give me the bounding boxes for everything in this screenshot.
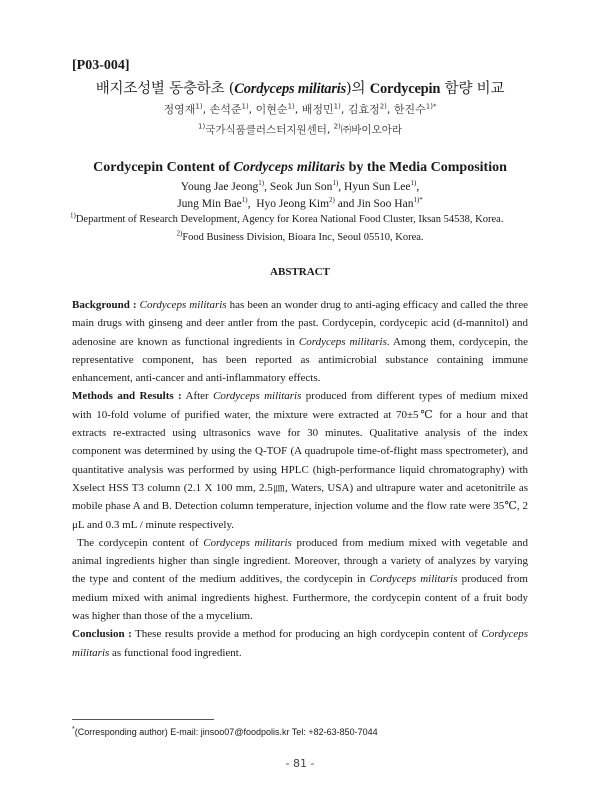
footnote: [72, 727, 378, 737]
author-sup: 1): [410, 179, 417, 188]
korean-title-pre: 배지조성별 동충하초 (: [95, 81, 235, 97]
korean-author: 이현순: [255, 103, 288, 116]
author-sup: 1): [287, 102, 295, 111]
poster-code: [P03-004]: [72, 58, 130, 73]
author-sup: 1): [241, 102, 249, 111]
english-affiliation-2: [60, 229, 540, 243]
english-author: Hyun Sun Lee: [344, 181, 411, 193]
korean-author: 한진수: [393, 103, 426, 116]
abstract-body: [72, 296, 528, 662]
aff-sup: 2): [333, 122, 341, 131]
text-run: The cordycepin content of: [77, 536, 204, 549]
results-paragraph: [72, 534, 528, 625]
english-title-species: Cordyceps militaris: [233, 160, 346, 175]
abstract-heading: ABSTRACT: [270, 266, 330, 278]
author-sup: 2): [379, 102, 387, 111]
korean-author: 손석준: [209, 103, 242, 116]
text-run: After: [181, 390, 214, 403]
footnote-rule: [72, 719, 214, 720]
author-sup: 1): [195, 102, 203, 111]
english-author: Jung Min Bae: [177, 198, 242, 210]
author-sup: 1)*: [413, 196, 423, 205]
affiliation-text: Food Business Division, Bioara Inc, Seoul 05510, Korea.: [182, 232, 424, 243]
author-sup: 1): [333, 102, 341, 111]
korean-authors: 정영재$^{1)}$, 손석준$^{1)}$, 이현순$^{1)}$, 배정민$^{1)}$, 김효정$^{2)}$, 한진수$^{1)*}$: [163, 102, 437, 116]
text-run: as functional food ingredient.: [109, 646, 242, 659]
footnote-sup: *: [72, 726, 75, 733]
korean-title: [72, 77, 528, 98]
english-authors-line-2: Jung Min Bae$^{1)}$, Hyo Jeong Kim$^{2)}$ and Jin Soo Han$^{1)*}$: [177, 196, 423, 210]
conclusion-label: Conclusion :: [72, 628, 132, 641]
text-run: . Among them, cordycepin, the representative component, has been reported as antimicrobial substance containing immune enhancement, anti-cancer and anti-inflammatory effects.: [72, 335, 528, 385]
english-authors-line-1: Young Jae Jeong$^{1)}$, Seok Jun Son$^{1)}$, Hyun Sun Lee$^{1)}$,: [180, 179, 420, 193]
species-italic: Cordyceps militaris: [72, 628, 528, 659]
korean-author: 김효정: [347, 103, 380, 116]
english-title-post: by the Media Composition: [345, 160, 507, 175]
text-run: produced from different types of medium mixed with 10-fold volume of purified water, the mixture were extracted at 70±5℃ for a hour and that extracts re-extracted using ultrasonics wave for 30 minutes. Qualitative analysis of the index component was determined by using the Q-TOF (A quadrupole time-of-flight mass spectrometer), and quantitative analysis was performed by using HPLC (high-performance liquid chromatography) with Xselect HSS T3 column (2.1 X 100 mm, 2.5㎛, Waters, USA) and ultrapure water and acetonitrile as mobile phase A and B. Detection column temperature, injection volume and the flow rate were 35℃, 2 μL and 0.3 mL / minute respectively.: [72, 390, 528, 531]
aff-sup: 2): [176, 229, 183, 238]
aff-sup: 1): [198, 122, 206, 131]
species-italic: Cordyceps militaris: [139, 299, 227, 311]
english-author: Jin Soo Han: [357, 198, 414, 210]
english-affiliation-1: [70, 211, 540, 225]
background-label: Background :: [72, 299, 137, 311]
species-italic: Cordyceps militaris: [298, 335, 387, 348]
methods-label: Methods and Results :: [72, 390, 182, 403]
korean-affiliation: ㈜바이오아라: [340, 124, 402, 136]
background-paragraph: [72, 296, 528, 387]
footnote-text: (Corresponding author) E-mail: jinsoo07@foodpolis.kr Tel: +82-63-850-7044: [74, 727, 378, 737]
author-sup: 2): [329, 196, 335, 205]
species-italic: Cordyceps militaris: [369, 573, 458, 586]
text-run: These results provide a method for producing an high cordycepin content of: [131, 628, 482, 641]
korean-title-species: Cordyceps militaris: [234, 81, 347, 97]
author-sup: 1): [332, 179, 339, 188]
and-word: and: [334, 198, 358, 210]
text-run: produced from medium mixed with animal ingredients highest. Furthermore, the cordycepin content of a fruit body was higher than those of the a mycelium.: [72, 573, 528, 623]
korean-author: 정영재: [163, 103, 196, 116]
korean-author: 배정민: [301, 103, 334, 116]
page-number: - 81 -: [285, 757, 315, 770]
korean-title-bold: Cordycepin: [369, 81, 441, 97]
english-author: Seok Jun Son: [269, 181, 333, 193]
korean-title-post: )의: [346, 81, 370, 97]
english-title-pre: Cordycepin Content of: [93, 160, 234, 175]
english-author: Hyo Jeong Kim: [256, 198, 330, 210]
species-italic: Cordyceps militaris: [203, 536, 292, 549]
english-author: Young Jae Jeong: [180, 181, 259, 193]
korean-affiliation: 국가식품클러스터지원센터: [205, 124, 327, 136]
english-title: [60, 160, 540, 176]
author-sup: 1): [241, 196, 248, 205]
korean-title-end: 함량 비교: [440, 81, 505, 97]
affiliation-text: Department of Research Development, Agency for Korea National Food Cluster, Iksan 54538, Korea.: [75, 214, 504, 225]
species-italic: Cordyceps militaris: [213, 390, 302, 403]
methods-paragraph: [72, 387, 528, 533]
text-run: produced from medium mixed with vegetable and animal ingredients higher than single ingredient. Moreover, through a variety of analyzes by varying the type and content of the medium additives, the cordycepin in: [72, 536, 528, 586]
korean-affiliations: $^{1)}$국가식품클러스터지원센터, $^{2)}$㈜바이오아라: [198, 122, 402, 136]
text-run: has been an wonder drug to anti-aging efficacy and called the three main drugs with ginseng and deer antler from the past. Cordycepin, cordycepic acid (d-mannitol) and adenosine are known as functional ingredients in: [72, 299, 528, 348]
author-sup: 1): [258, 179, 265, 188]
conclusion-paragraph: [72, 625, 528, 662]
author-sup: 1)*: [425, 102, 437, 111]
aff-sup: 1): [70, 211, 76, 220]
